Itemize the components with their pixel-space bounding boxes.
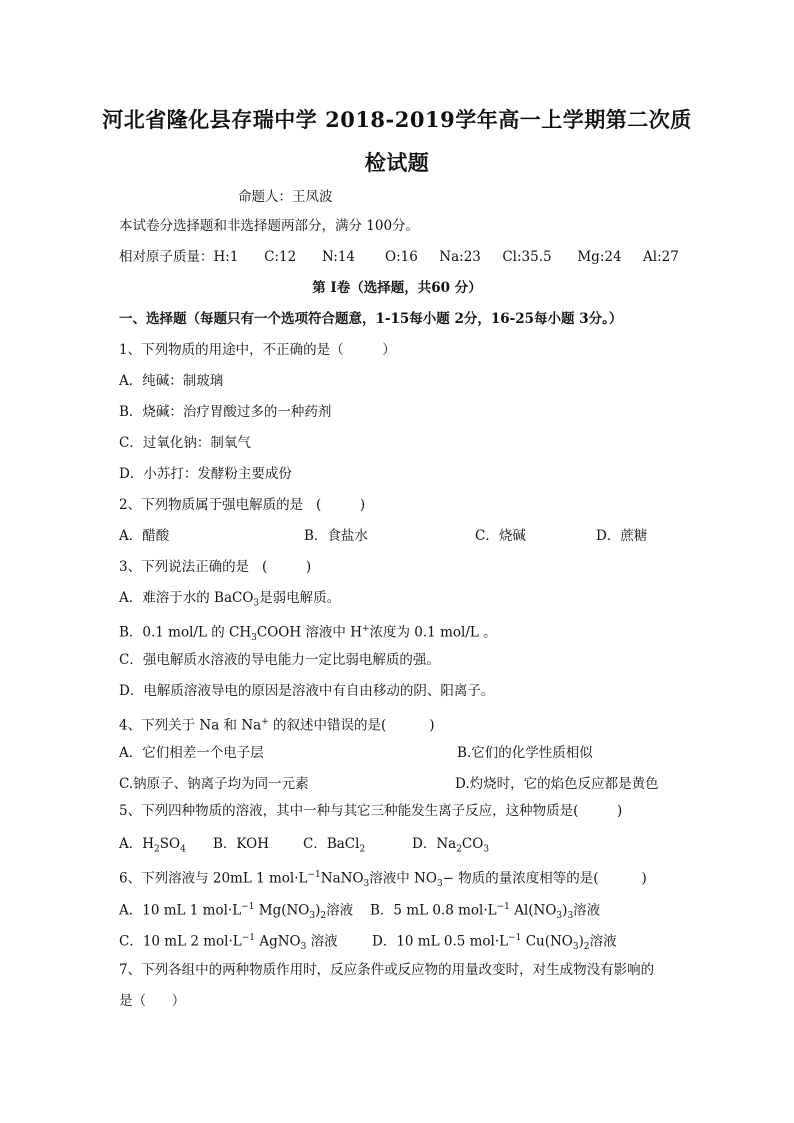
question-4-option-d: D.灼烧时，它的焰色反应都是黄色 — [455, 776, 659, 792]
exam-title-line1: 河北省隆化县存瑞中学 2018-2019学年高一上学期第二次质 — [102, 107, 692, 132]
question-1-stem: 1、下列物质的用途中，不正确的是（ ） — [119, 342, 396, 358]
question-2-option-b: B．食盐水 — [304, 528, 368, 544]
q6c-sup: −1 — [241, 933, 256, 943]
q6a-text-3: ) — [315, 902, 321, 919]
q3b-text-2: COOH 溶液中 H — [256, 624, 362, 641]
question-4-stem — [119, 712, 434, 736]
question-2-option-d: D．蔗糖 — [596, 528, 648, 544]
q6b-sub-2: 3 — [567, 911, 574, 922]
q5c-text: C．BaCl — [303, 836, 360, 852]
question-6-option-d — [372, 928, 617, 957]
question-3-option-b — [119, 619, 497, 648]
question-5-option-a — [119, 834, 186, 860]
section-heading: 一、选择题（每题只有一个选项符合题意，1-15每小题 2分，16-25每小题 3分。） — [119, 311, 623, 327]
question-3-stem: 3、下列说法正确的是 ( ) — [119, 559, 312, 575]
question-5-option-b: B．KOH — [213, 836, 269, 852]
question-2-stem: 2、下列物质属于强电解质的是 ( ) — [119, 497, 366, 513]
question-3-option-d: D．电解质溶液导电的原因是溶液中有自由移动的阴、阳离子。 — [119, 683, 495, 699]
q6c-text-1: C．10 mL 2 mol·L — [119, 933, 242, 950]
q6d-text-4: 溶液 — [589, 933, 617, 950]
q6d-sub-1: 3 — [572, 942, 579, 953]
question-6-option-c — [119, 928, 338, 957]
question-7-stem-line1: 7、下列各组中的两种物质作用时，反应条件或反应物的用量改变时，对生成物没有影响的 — [119, 962, 655, 978]
question-6-stem — [119, 865, 647, 894]
question-1-option-b: B．烧碱：治疗胃酸过多的一种药剂 — [119, 404, 332, 420]
q6d-text-1: D．10 mL 0.5 mol·L — [372, 933, 509, 950]
q6-sup: −1 — [307, 870, 321, 880]
q6c-sub: 3 — [300, 942, 307, 953]
exam-title-line2: 检试题 — [364, 150, 430, 175]
q5d-text-2: CO — [461, 836, 484, 852]
question-4-option-a: A．它们相差一个电子层 — [119, 745, 264, 761]
q5a-text-1: A．H — [119, 836, 155, 852]
question-2-option-c: C．烧碱 — [475, 528, 526, 544]
q4-sup: + — [261, 717, 269, 727]
question-1-option-d: D．小苏打：发酵粉主要成份 — [119, 466, 292, 482]
q6a-sub-2: 2 — [320, 911, 327, 922]
q6-text-4: − 物质的量浓度相等的是( ) — [442, 870, 647, 887]
author-line: 命题人：王凤波 — [238, 189, 333, 205]
q3b-sub: 3 — [251, 633, 257, 644]
q3b-sup: + — [361, 624, 370, 634]
question-3-option-a — [119, 588, 340, 614]
question-7-stem-line2: 是（ ） — [119, 993, 186, 1009]
q4-text-2: 的叙述中错误的是( ) — [268, 717, 435, 734]
q6b-sub-1: 3 — [556, 911, 563, 922]
question-6-option-b — [370, 897, 600, 926]
question-1-option-c: C．过氧化钠：制氧气 — [119, 435, 251, 451]
q6-text-2: NaNO — [320, 870, 364, 887]
q6b-sup: −1 — [496, 902, 510, 912]
q5a-sub-1: 2 — [154, 844, 160, 855]
q5a-sub-2: 4 — [180, 844, 186, 855]
q3a-text-1: A．难溶于水的 BaCO — [119, 590, 254, 606]
question-3-option-c: C．强电解质水溶液的导电能力一定比弱电解质的强。 — [119, 652, 440, 668]
q3b-text-3: 浓度为 0.1 mol/L 。 — [369, 624, 497, 641]
q5c-sub: 2 — [359, 844, 366, 855]
q6a-sup: −1 — [241, 902, 255, 912]
volume-heading: 第 I卷（选择题，共60 分） — [312, 280, 482, 296]
q6d-text-2: Cu(NO — [521, 933, 573, 950]
question-2-option-a: A．醋酸 — [119, 528, 170, 544]
q5d-sub-1: 2 — [456, 844, 462, 855]
q6-text-1: 6、下列溶液与 20mL 1 mol·L — [119, 870, 308, 887]
q6a-text-2: Mg(NO — [254, 902, 310, 919]
question-4-option-c: C.钠原子、钠离子均为同一元素 — [119, 776, 309, 792]
q6a-text-4: 溶液 — [326, 902, 354, 919]
q4-text-1: 4、下列关于 Na 和 Na — [119, 717, 262, 734]
q6b-text-4: 溶液 — [573, 902, 601, 919]
q6a-text-1: A．10 mL 1 mol·L — [119, 902, 242, 919]
q6c-text-2: AgNO — [255, 933, 301, 950]
q6b-text-1: B．5 mL 0.8 mol·L — [370, 902, 497, 919]
q5a-text-2: SO — [159, 836, 181, 852]
q3a-sub: 3 — [253, 598, 260, 609]
q6d-sub-2: 2 — [583, 942, 590, 953]
q6d-sup: −1 — [508, 933, 522, 943]
q6-text-3: 溶液中 NO — [369, 870, 437, 887]
q6b-text-2: Al(NO — [509, 902, 557, 919]
q3a-text-2: 是弱电解质。 — [259, 590, 341, 606]
question-4-option-b: B.它们的化学性质相似 — [457, 745, 593, 761]
question-1-option-a: A．纯碱：制玻璃 — [119, 373, 224, 389]
q6a-sub-1: 3 — [309, 911, 316, 922]
q6-sub-1: 3 — [363, 879, 370, 890]
question-5-stem: 5、下列四种物质的溶液，其中一种与其它三种能发生离子反应，这种物质是( ) — [119, 803, 623, 819]
q5d-sub-2: 3 — [483, 844, 490, 855]
intro-line: 本试卷分选择题和非选择题两部分，满分 100分。 — [119, 218, 420, 234]
q6b-text-3: ) — [562, 902, 568, 919]
q6c-text-3: 溶液 — [306, 933, 338, 950]
question-5-option-c — [303, 834, 365, 860]
q5d-text-1: D．Na — [412, 836, 457, 852]
q3b-text-1: B．0.1 mol/L 的 CH — [119, 624, 252, 641]
question-5-option-d — [412, 834, 489, 860]
question-6-option-a — [119, 897, 353, 926]
q6d-text-3: ) — [578, 933, 584, 950]
atomic-mass-line: 相对原子质量：H:1 C:12 N:14 O:16 Na:23 Cl:35.5 Mg:24 Al:27 — [119, 249, 679, 265]
q6-sub-2: 3 — [436, 879, 443, 890]
